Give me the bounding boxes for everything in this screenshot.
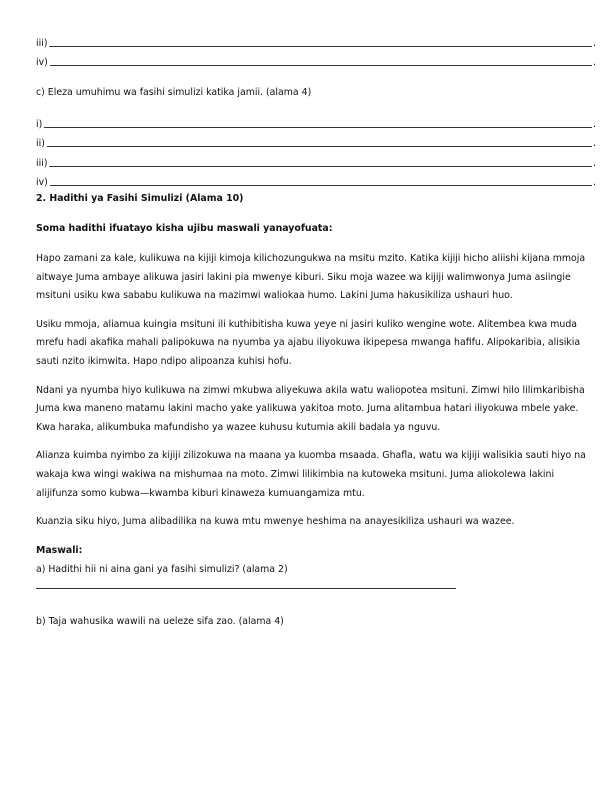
answer-line[interactable]: iv) . bbox=[36, 57, 596, 68]
story-paragraph: Alianza kuimba nyimbo za kijiji zilizokuwa na maana ya kuomba msaada. Ghafla, watu wa kijiji walisikia sauti hiyo na wakaja kwa wingi wakiwa na mishumaa na moto. Zimwi lilikimbia na kutoweka msituni. Juma aliokolewa lakini alijifunza somo kubwa—kwamba kiburi kinaweza kumuangamiza mtu. bbox=[36, 450, 586, 499]
answer-line[interactable]: i) . bbox=[36, 118, 596, 130]
story-paragraph: Kuanzia siku hiyo, Juma alibadilika na kuwa mtu mwenye heshima na anayesikiliza ushauri wa wazee. bbox=[36, 516, 515, 528]
section-heading: 2. Hadithi ya Fasihi Simulizi (Alama 10) bbox=[36, 193, 244, 204]
story bbox=[36, 250, 596, 532]
answer-line[interactable]: iii) . bbox=[36, 157, 596, 169]
answer-line[interactable]: iv) . bbox=[36, 177, 596, 188]
answer-line[interactable]: ii) . bbox=[36, 138, 596, 149]
question-a: a) Hadithi hii ni aina gani ya fasihi simulizi? (alama 2) bbox=[36, 563, 288, 575]
question-c: c) Eleza umuhimu wa fasihi simulizi katika jamii. (alama 4) bbox=[36, 87, 312, 98]
answer-line[interactable]: iii) . bbox=[36, 37, 596, 49]
answer-line-a[interactable] bbox=[36, 588, 456, 589]
exam-page bbox=[36, 30, 596, 628]
answer-lines-c bbox=[36, 111, 596, 189]
answer-lines-top bbox=[36, 30, 596, 69]
story-paragraph: Usiku mmoja, aliamua kuingia msituni ili kuthibitisha kuwa yeye ni jasiri kuliko wengine wote. Alitembea kwa muda mrefu hadi akafika mahali palipokuwa na nyumba ya ajabu iliyokuwa ikipepesa mwanga hafifu. Alipokaribia, alisikia sauti nzito ikimwita. Hapo ndipo alipoanza kuhisi hofu. bbox=[36, 318, 581, 367]
question-b: b) Taja wahusika wawili na ueleze sifa zao. (alama 4) bbox=[36, 615, 284, 627]
story-paragraph: Hapo zamani za kale, kulikuwa na kijiji kimoja kilichozungukwa na msitu mzito. Katika kijiji hicho aliishi kijana mmoja aitwaye Juma ambaye alikuwa jasiri lakini pia mwenye kiburi. Siku moja wazee wa kijiji walimwonya Juma asiingie msituni usiku kwa sababu kulikuwa na mazimwi waliokaa humo. Lakini Juma hakusikiliza ushauri huo. bbox=[36, 253, 586, 302]
instruction: Soma hadithi ifuatayo kisha ujibu maswali yanayofuata: bbox=[36, 223, 333, 234]
questions-heading: Maswali: bbox=[36, 544, 83, 556]
story-paragraph: Ndani ya nyumba hiyo kulikuwa na zimwi mkubwa aliyekuwa akila watu waliopotea msituni. Zimwi hilo lilimkaribisha Juma kwa maneno matamu lakini macho yake yalikuwa yakitoa moto. Juma alitambua hatari iliyokuwa mbele yake. Kwa haraka, alikumbuka mafundisho ya wazee kuhusu kutumia akili badala ya nguvu. bbox=[36, 384, 585, 433]
